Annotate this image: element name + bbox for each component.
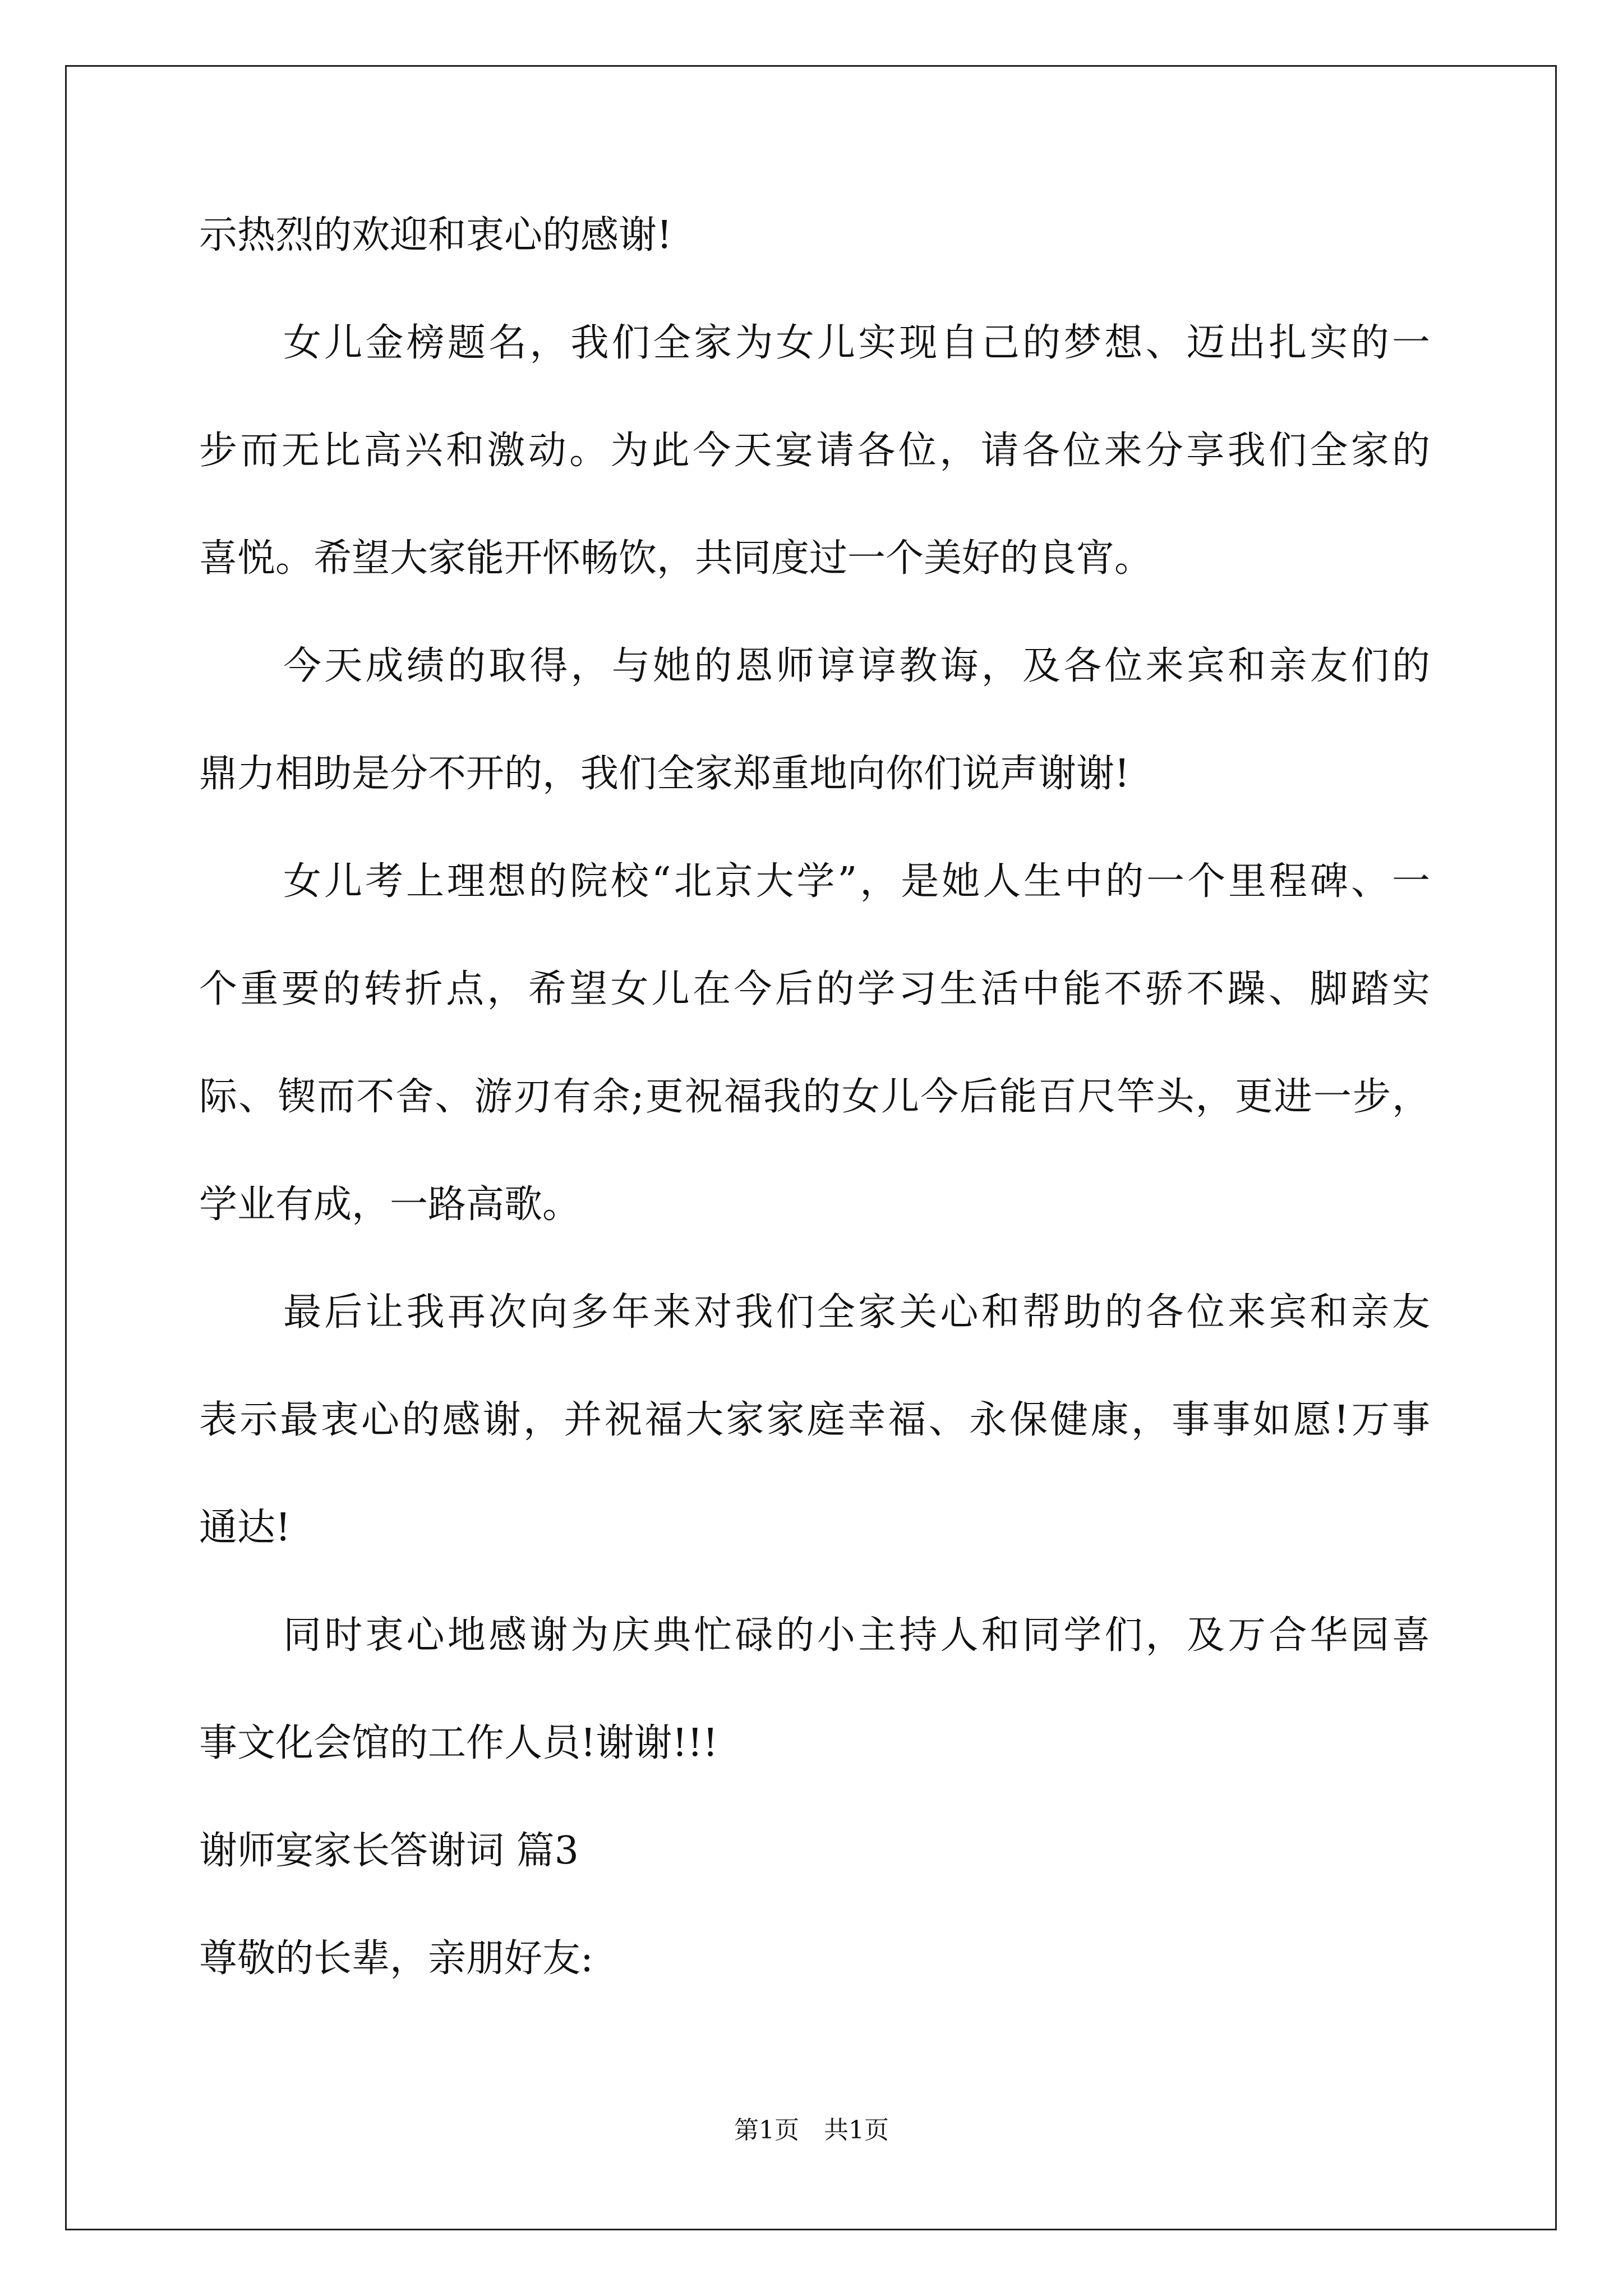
text-line: 女儿金榜题名，我们全家为女儿实现自己的梦想、迈出扎实的一	[283, 321, 1430, 365]
page-footer	[0, 2116, 1623, 2145]
page-total: 共1页	[824, 2116, 889, 2145]
text-line: 今天成绩的取得，与她的恩师谆谆教诲，及各位来宾和亲友们的	[283, 644, 1430, 688]
text-line: 学业有成，一路高歌。	[199, 1182, 581, 1227]
text-line: 个重要的转折点，希望女儿在今后的学习生活中能不骄不躁、脚踏实	[199, 967, 1430, 1011]
text-line: 最后让我再次向多年来对我们全家关心和帮助的各位来宾和亲友	[283, 1290, 1430, 1335]
text-line: 通达!	[199, 1506, 291, 1550]
page-border	[65, 65, 1557, 2230]
page-number: 第1页	[734, 2116, 799, 2145]
section-heading: 谢师宴家长答谢词 篇3	[199, 1829, 579, 1873]
text-line: 步而无比高兴和激动。为此今天宴请各位，请各位来分享我们全家的	[199, 429, 1430, 473]
text-line: 表示最衷心的感谢，并祝福大家家庭幸福、永保健康，事事如愿!万事	[199, 1398, 1430, 1442]
text-line: 鼎力相助是分不开的，我们全家郑重地向你们说声谢谢!	[199, 752, 1130, 796]
text-line: 际、锲而不舍、游刃有余;更祝福我的女儿今后能百尺竿头，更进一步，	[199, 1075, 1430, 1119]
text-line: 示热烈的欢迎和衷心的感谢!	[199, 213, 672, 257]
text-line: 事文化会馆的工作人员!谢谢!!!	[199, 1721, 718, 1765]
text-line: 女儿考上理想的院校“北京大学”，是她人生中的一个里程碑、一	[283, 859, 1430, 904]
text-line: 同时衷心地感谢为庆典忙碌的小主持人和同学们，及万合华园喜	[283, 1613, 1430, 1658]
salutation: 尊敬的长辈，亲朋好友:	[199, 1936, 593, 1981]
text-line: 喜悦。希望大家能开怀畅饮，共同度过一个美好的良宵。	[199, 536, 1153, 581]
